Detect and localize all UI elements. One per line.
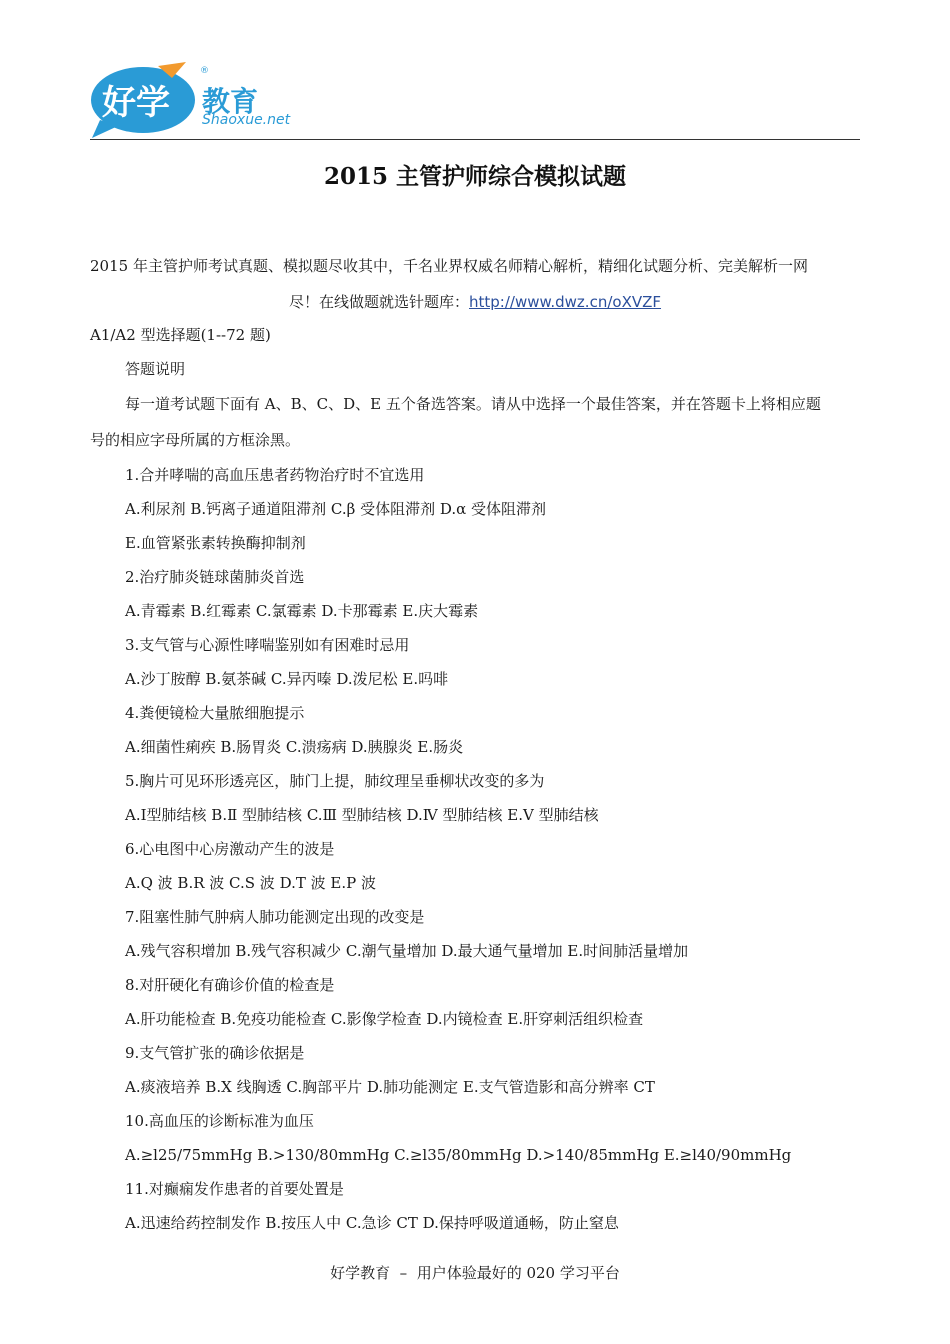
question-item — [90, 628, 865, 696]
question-item — [90, 764, 865, 832]
question-options: E.血管紧张素转换酶抑制剂 — [125, 534, 306, 552]
question-item — [90, 1036, 865, 1104]
question-item — [90, 696, 865, 764]
svg-text:好学: 好学 — [102, 83, 170, 123]
question-item — [90, 560, 865, 628]
page-title: 2015 主管护师综合模拟试题 — [323, 163, 627, 190]
question-stem: 2.治疗肺炎链球菌肺炎首选 — [125, 568, 305, 586]
question-options: A.≥l25/75mmHg B.>130/80mmHg C.≥l35/80mmHg D.>140/85mmHg E.≥l40/90mmHg — [125, 1146, 792, 1164]
logo-edu-text: 教育 — [202, 85, 259, 118]
question-item — [90, 900, 865, 968]
question-options: A.青霉素 B.红霉素 C.氯霉素 D.卡那霉素 E.庆大霉素 — [125, 602, 479, 620]
logo-registered-mark: ® — [200, 66, 209, 76]
question-item — [90, 1172, 865, 1240]
question-options: A.Q 波 B.R 波 C.S 波 D.T 波 E.P 波 — [125, 874, 376, 892]
logo-bubble-icon — [88, 62, 208, 142]
question-stem: 3.支气管与心源性哮喘鉴别如有困难时忌用 — [125, 636, 410, 654]
question-stem: 4.粪便镜检大量脓细胞提示 — [125, 704, 305, 722]
intro-line-2-prefix: 尽！在线做题就选针题库： — [288, 293, 469, 311]
question-options: A.沙丁胺醇 B.氨茶碱 C.异丙嗪 D.泼尼松 E.吗啡 — [125, 670, 449, 688]
question-stem: 1.合并哮喘的高血压患者药物治疗时不宜选用 — [125, 466, 425, 484]
question-bank-link[interactable]: http://www.dwz.cn/oXVZF — [469, 293, 662, 311]
page-footer: 好学教育 – 用户体验最好的 020 学习平台 — [330, 1264, 620, 1282]
question-options: A.Ⅰ型肺结核 B.Ⅱ 型肺结核 C.Ⅲ 型肺结核 D.Ⅳ 型肺结核 E.Ⅴ 型肺结核 — [125, 806, 599, 824]
question-stem: 11.对癫痫发作患者的首要处置是 — [125, 1180, 344, 1198]
intro-line-2 — [90, 284, 860, 320]
question-options: A.细菌性痢疾 B.肠胃炎 C.溃疡病 D.胰腺炎 E.肠炎 — [125, 738, 464, 756]
question-stem: 6.心电图中心房激动产生的波是 — [125, 840, 335, 858]
question-stem: 5.胸片可见环形透亮区，肺门上提，肺纹理呈垂柳状改变的多为 — [125, 772, 545, 790]
question-item — [90, 832, 865, 900]
question-item — [90, 458, 865, 560]
section-heading: A1/A2 型选择题(1--72 题) — [90, 326, 271, 344]
question-options: A.残气容积增加 B.残气容积减少 C.潮气量增加 D.最大通气量增加 E.时间肺活量增加 — [125, 942, 689, 960]
instructions-line-2: 号的相应字母所属的方框涂黑。 — [90, 431, 301, 449]
question-stem: 7.阻塞性肺气肿病人肺功能测定出现的改变是 — [125, 908, 425, 926]
instructions-text — [90, 386, 865, 458]
intro-paragraph — [90, 248, 860, 320]
question-list — [90, 458, 865, 1240]
question-item — [90, 968, 865, 1036]
exam-content — [90, 318, 865, 1240]
question-stem: 8.对肝硬化有确诊价值的检查是 — [125, 976, 335, 994]
question-options: A.肝功能检查 B.免疫功能检查 C.影像学检查 D.内镜检查 E.肝穿刺活组织检查 — [125, 1010, 644, 1028]
header-divider — [90, 139, 860, 140]
question-options: A.痰液培养 B.X 线胸透 C.胸部平片 D.肺功能测定 E.支气管造影和高分辨率 CT — [125, 1078, 655, 1096]
instructions-line-1: 每一道考试题下面有 A、B、C、D、E 五个备选答案。请从中选择一个最佳答案，并在答题卡上将相应题 — [125, 395, 821, 413]
instructions-label: 答题说明 — [125, 360, 186, 378]
question-options: A.利尿剂 B.钙离子通道阻滞剂 C.β 受体阻滞剂 D.α 受体阻滞剂 — [125, 500, 547, 518]
intro-line-1: 2015 年主管护师考试真题、模拟题尽收其中，千名业界权威名师精心解析，精细化试题分析、完美解析一网 — [90, 257, 808, 275]
question-stem: 9.支气管扩张的确诊依据是 — [125, 1044, 305, 1062]
question-options: A.迅速给药控制发作 B.按压人中 C.急诊 CT D.保持呼吸道通畅，防止窒息 — [125, 1214, 619, 1232]
question-item — [90, 1104, 865, 1172]
question-stem: 10.高血压的诊断标准为血压 — [125, 1112, 314, 1130]
logo-text-en: Shaoxue.net — [202, 112, 291, 128]
